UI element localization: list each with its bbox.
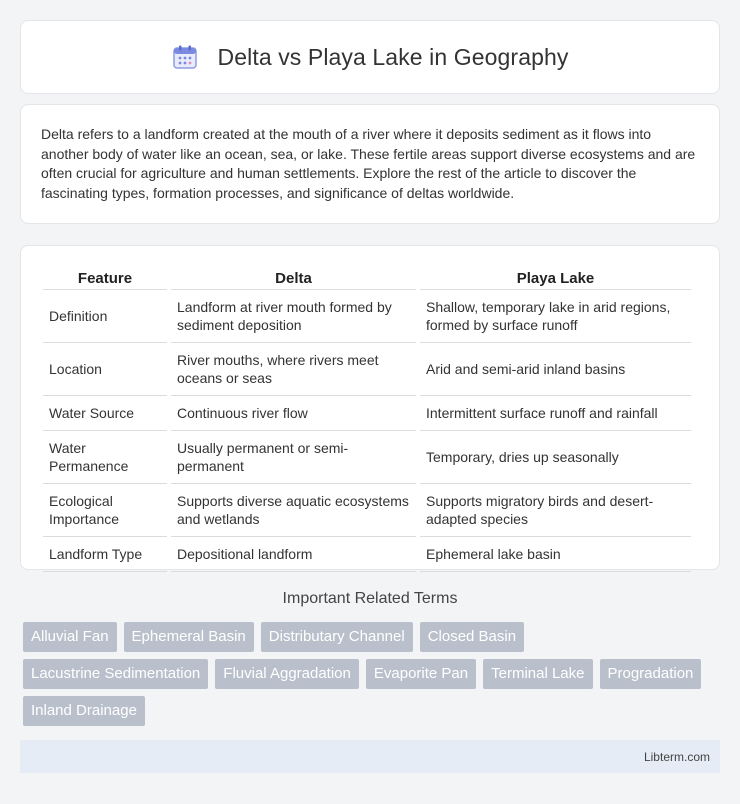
tag-progradation[interactable]: Progradation bbox=[600, 659, 702, 689]
table-cell: Water Source bbox=[43, 396, 167, 431]
comparison-table-card bbox=[20, 245, 720, 570]
intro-text: Delta refers to a landform created at the mouth of a river where it deposits sediment as it flows into another body of water like an ocean, sea, or lake. These fertile areas support diverse ecosystems and are often crucial for agriculture and human settlements. Explore the rest of the article to discover the fascinating types, formation processes, and significance of deltas worldwide. bbox=[41, 126, 696, 201]
related-terms-tags bbox=[23, 622, 723, 733]
table-row bbox=[43, 537, 691, 572]
table-cell: Intermittent surface runoff and rainfall bbox=[420, 396, 691, 431]
tag-alluvial-fan[interactable]: Alluvial Fan bbox=[23, 622, 117, 652]
table-cell: Landform at river mouth formed by sediment deposition bbox=[171, 290, 416, 343]
footer-site-link[interactable]: Libterm.com bbox=[643, 750, 710, 764]
table-row bbox=[43, 290, 691, 343]
header-delta: Delta bbox=[171, 266, 416, 290]
calendar-icon bbox=[172, 44, 198, 70]
page-title: Delta vs Playa Lake in Geography bbox=[217, 43, 569, 70]
footer bbox=[20, 740, 720, 773]
table-cell: Shallow, temporary lake in arid regions, formed by surface runoff bbox=[420, 290, 691, 343]
table-cell: River mouths, where rivers meet oceans or seas bbox=[171, 343, 416, 396]
table-cell: Supports migratory birds and desert-adapted species bbox=[420, 484, 691, 537]
tag-distributary-channel[interactable]: Distributary Channel bbox=[261, 622, 413, 652]
table-cell: Usually permanent or semi-permanent bbox=[171, 431, 416, 484]
tag-terminal-lake[interactable]: Terminal Lake bbox=[483, 659, 592, 689]
tag-evaporite-pan[interactable]: Evaporite Pan bbox=[366, 659, 476, 689]
header-feature: Feature bbox=[43, 266, 167, 290]
table-row bbox=[43, 343, 691, 396]
tag-ephemeral-basin[interactable]: Ephemeral Basin bbox=[124, 622, 254, 652]
tag-inland-drainage[interactable]: Inland Drainage bbox=[23, 696, 145, 726]
table-cell: Water Permanence bbox=[43, 431, 167, 484]
table-cell: Continuous river flow bbox=[171, 396, 416, 431]
tag-lacustrine-sedimentation[interactable]: Lacustrine Sedimentation bbox=[23, 659, 208, 689]
table-cell: Depositional landform bbox=[171, 537, 416, 572]
header-playa-lake: Playa Lake bbox=[420, 266, 691, 290]
comparison-table bbox=[39, 266, 695, 572]
table-row bbox=[43, 484, 691, 537]
tag-closed-basin[interactable]: Closed Basin bbox=[420, 622, 524, 652]
table-cell: Temporary, dries up seasonally bbox=[420, 431, 691, 484]
table-cell: Definition bbox=[43, 290, 167, 343]
table-cell: Arid and semi-arid inland basins bbox=[420, 343, 691, 396]
intro-card bbox=[20, 104, 720, 224]
table-row bbox=[43, 396, 691, 431]
table-cell: Ephemeral lake basin bbox=[420, 537, 691, 572]
table-cell: Location bbox=[43, 343, 167, 396]
header-card bbox=[20, 20, 720, 94]
table-cell: Ecological Importance bbox=[43, 484, 167, 537]
table-header-row bbox=[43, 266, 691, 290]
related-terms-title: Important Related Terms bbox=[282, 590, 458, 607]
tag-fluvial-aggradation[interactable]: Fluvial Aggradation bbox=[215, 659, 359, 689]
table-cell: Supports diverse aquatic ecosystems and wetlands bbox=[171, 484, 416, 537]
table-row bbox=[43, 431, 691, 484]
table-cell: Landform Type bbox=[43, 537, 167, 572]
